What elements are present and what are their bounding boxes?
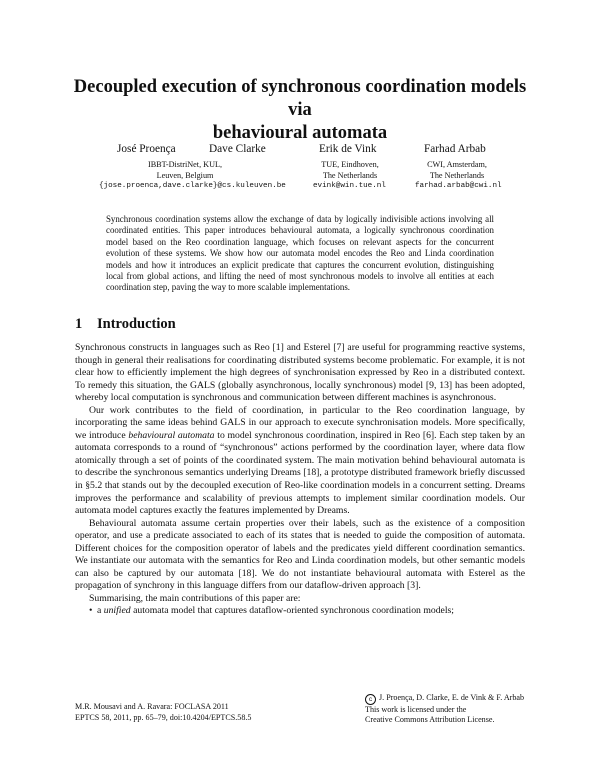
paper-title <box>60 76 540 145</box>
title-line-1: Decoupled execution of synchronous coordination models via <box>73 77 527 120</box>
affiliation <box>120 160 250 181</box>
affiliation-line: Leuven, Belgium <box>156 170 214 180</box>
section-heading <box>75 316 176 333</box>
affiliation-line: CWI, Amsterdam, <box>427 160 487 169</box>
paragraph: Synchronous constructs in languages such as Reo [1] and Esterel [7] are useful for programming reactive systems, though in general their realisations for coordinating distributed systems become problematic. For example, it is not clear how to efficiently implement the high degrees of synchronisation expressed by Reo in a distributed context. To remedy this situation, the GALS (globally asynchronous, locally synchronous) model [9, 13] has been adopted, whereby local computation is synchronous and communication between different machines is asynchronous. <box>75 342 525 404</box>
section-number: 1 <box>75 316 83 332</box>
author-email[interactable]: {jose.proenca,dave.clarke}@cs.kuleuven.be <box>99 182 286 190</box>
footer-doi: EPTCS 58, 2011, pp. 65–79, doi:10.4204/EPTCS.58.5 <box>75 713 252 723</box>
list-item: • a unified automata model that captures dataflow-oriented synchronous coordination models; <box>89 605 525 618</box>
footer-license-line: This work is licensed under the <box>365 705 467 714</box>
emphasis: behavioural automata <box>128 429 215 441</box>
abstract: Synchronous coordination systems allow the exchange of data by logically indivisible actions involving all coordinated entities. This paper introduces behavioural automata, a logically synchronous coordination model based on the Reo coordination language, which focuses on relevant aspects for the concurrent evolution of these systems. We show how our automata model encodes the Reo and Linda coordination models and how it introduces an explicit predicate that captures the concurrent evolution, distinguishing local from global actions, and lifting the need of most synchronous models to involve all entities at each coordination step, paving the way to more scalable implementations. <box>106 214 494 293</box>
footer-license <box>365 693 524 725</box>
paragraph: Summarising, the main contributions of this paper are: <box>89 592 301 604</box>
affiliation-line: The Netherlands <box>322 170 378 180</box>
author-email[interactable]: evink@win.tue.nl <box>313 182 386 190</box>
body-text <box>75 342 525 618</box>
author-name: Erik de Vink <box>319 143 377 155</box>
footer-citation <box>75 701 251 723</box>
author-email[interactable]: farhad.arbab@cwi.nl <box>415 182 502 190</box>
affiliation <box>412 160 502 181</box>
affiliation-line: IBBT-DistriNet, KUL, <box>147 160 223 169</box>
section-title: Introduction <box>97 316 176 332</box>
paragraph: Behavioural automata assume certain properties over their labels, such as the existence of a composition operator, and use a predicate associated to each of its states that is needed to guide the composition of automata. Different choices for the composition operator of labels and the predicates yield different coordination semantics. We instantiate our automata with the semantics for Reo and Linda coordination models, but other semantic models can also be captured by our automata [18]. We do not instantiate behavioural automata with Esterel as the propagation of synchrony in this language differs from our dataflow-driven approach [3]. <box>75 517 525 592</box>
paragraph: Our work contributes to the field of coordination, in particular to the Reo coordination language, by incorporating the same ideas behind GALS in our approach to execute synchronisation models. More specifically, we introduce behavioural automata to model synchronous coordination, inspired in Reo [6]. Each step taken by an automata corresponds to a round of “synchronous” actions performed by the coordination layer, where data flow atomically through a set of points of the coordinated system. The main motivation behind behavioural automata is to describe the synchronous semantics underlying Dreams [18], a prototype distributed framework briefly discussed in §5.2 that stands out by the decoupled execution of Reo-like coordination models in a concurrent setting. Dreams improves the performance and scalability of previous attempts to implement similar coordination models. Our automata model captures exactly the features implemented by Dreams. <box>75 404 525 517</box>
author-name: José Proença <box>117 143 176 155</box>
footer-license-link[interactable]: Creative Commons Attribution License. <box>365 715 495 725</box>
footer-venue: M.R. Mousavi and A. Ravara: FOCLASA 2011 <box>75 702 229 711</box>
footer-copyright: J. Proença, D. Clarke, E. de Vink & F. Arbab <box>379 693 525 702</box>
author-name: Dave Clarke <box>209 143 266 155</box>
affiliation-line: The Netherlands <box>429 170 485 180</box>
author-name: Farhad Arbab <box>424 143 486 155</box>
contribution-list <box>75 605 525 618</box>
title-line-2: behavioural automata <box>212 123 388 143</box>
affiliation-line: TUE, Eindhoven, <box>321 160 379 169</box>
affiliation <box>305 160 395 181</box>
copyright-icon: c <box>365 694 376 705</box>
emphasis: unified <box>103 605 131 617</box>
